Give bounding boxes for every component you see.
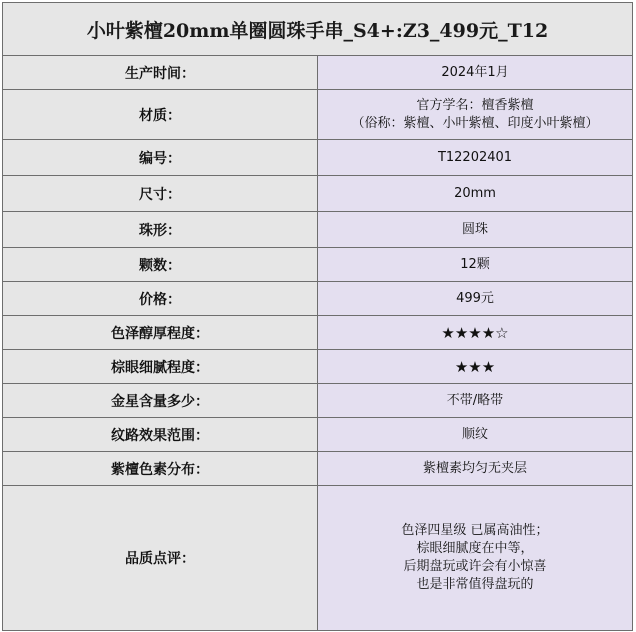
row-label-price: 价格： bbox=[3, 282, 318, 316]
review-line: 也是非常值得盘玩的 bbox=[416, 577, 534, 592]
review-line: 后期盘玩或许会有小惊喜 bbox=[403, 559, 547, 574]
table-row bbox=[3, 212, 633, 248]
table-row bbox=[3, 350, 633, 384]
row-value-gold-star-content: 不带/略带 bbox=[318, 384, 633, 418]
material-line: 官方学名：檀香紫檀 bbox=[416, 97, 534, 113]
row-value-bead-shape: 圆珠 bbox=[318, 212, 633, 248]
row-label-gold-star-content: 金星含量多少： bbox=[3, 384, 318, 418]
row-label-grain-effect: 纹路效果范围： bbox=[3, 418, 318, 452]
row-value-pore-fineness-stars: ★★★ bbox=[318, 350, 633, 384]
review-line: 色泽四星级 已属高油性； bbox=[401, 523, 549, 538]
table-row bbox=[3, 248, 633, 282]
table-row bbox=[3, 176, 633, 212]
table-row bbox=[3, 384, 633, 418]
table-row bbox=[3, 56, 633, 90]
title-row bbox=[3, 3, 633, 56]
table-row bbox=[3, 140, 633, 176]
row-value-production-date: 2024年1月 bbox=[318, 56, 633, 90]
row-value-color-richness-stars: ★★★★☆ bbox=[318, 316, 633, 350]
row-value-size: 20mm bbox=[318, 176, 633, 212]
row-label-pigment-distribution: 紫檀色素分布： bbox=[3, 452, 318, 486]
row-label-bead-count: 颗数： bbox=[3, 248, 318, 282]
row-label-color-richness: 色泽醇厚程度： bbox=[3, 316, 318, 350]
row-label-serial: 编号： bbox=[3, 140, 318, 176]
table-row bbox=[3, 418, 633, 452]
material-line: （俗称：紫檀、小叶紫檀、印度小叶紫檀） bbox=[351, 115, 599, 131]
row-value-bead-count: 12颗 bbox=[318, 248, 633, 282]
table-row bbox=[3, 282, 633, 316]
row-label-bead-shape: 珠形： bbox=[3, 212, 318, 248]
row-value-quality-review bbox=[318, 486, 633, 631]
row-label-material: 材质： bbox=[3, 90, 318, 140]
row-value-serial: T12202401 bbox=[318, 140, 633, 176]
table-row bbox=[3, 316, 633, 350]
row-value-pigment-distribution: 紫檀素均匀无夹层 bbox=[318, 452, 633, 486]
row-value-grain-effect: 顺纹 bbox=[318, 418, 633, 452]
product-spec-table bbox=[2, 2, 633, 631]
row-label-quality-review: 品质点评： bbox=[3, 486, 318, 631]
review-line: 棕眼细腻度在中等， bbox=[416, 541, 534, 556]
row-label-pore-fineness: 棕眼细腻程度： bbox=[3, 350, 318, 384]
table-row bbox=[3, 486, 633, 631]
product-title: 小叶紫檀20mm单圈圆珠手串_S4+:Z3_499元_T12 bbox=[3, 3, 633, 56]
table-row bbox=[3, 452, 633, 486]
row-label-size: 尺寸： bbox=[3, 176, 318, 212]
row-value-price: 499元 bbox=[318, 282, 633, 316]
row-label-production-date: 生产时间： bbox=[3, 56, 318, 90]
row-value-material bbox=[318, 90, 633, 140]
table-row bbox=[3, 90, 633, 140]
